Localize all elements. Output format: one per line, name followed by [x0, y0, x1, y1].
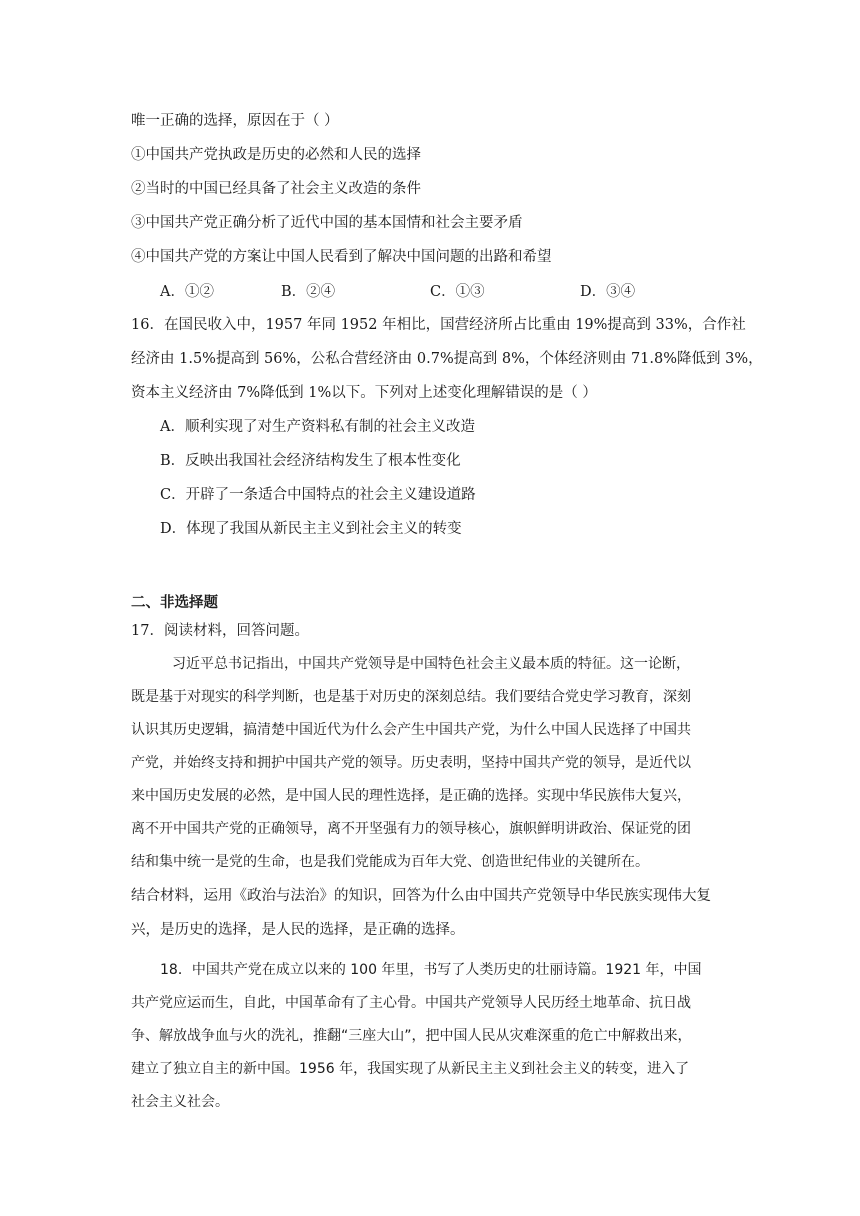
q16-option-d: D．体现了我国从新民主主义到社会主义的转变	[160, 521, 462, 537]
q17-intro: 17．阅读材料，回答问题。	[131, 623, 309, 639]
q16-stem-line-1: 16．在国民收入中，1957 年同 1952 年相比，国营经济所占比重由 19%提高到 33%，合作社	[131, 317, 746, 333]
q16-stem-line-2: 经济由 1.5%提高到 56%，公私合营经济由 0.7%提高到 8%，个体经济则由 71.8%降低到 3%，	[131, 351, 763, 367]
q17-material-line-7: 结和集中统一是党的生命，也是我们党能成为百年大党、创造世纪伟业的关键所在。	[131, 854, 649, 870]
q15-item-2: ②当时的中国已经具备了社会主义改造的条件	[131, 181, 421, 197]
q16-option-c: C．开辟了一条适合中国特点的社会主义建设道路	[160, 487, 476, 503]
q17-material-line-4: 产党，并始终支持和拥护中国共产党的领导。历史表明，坚持中国共产党的领导，是近代以	[131, 755, 691, 771]
q18-line-4: 建立了独立自主的新中国。1956 年，我国实现了从新民主主义到社会主义的转变，进入了	[131, 1061, 690, 1077]
q17-material-line-2: 既是基于对现实的科学判断，也是基于对历史的深刻总结。我们要结合党史学习教育，深刻	[131, 689, 691, 705]
section-heading: 二、非选择题	[131, 595, 218, 611]
q15-item-1: ①中国共产党执政是历史的必然和人民的选择	[131, 147, 421, 163]
q18-line-1: 18．中国共产党在成立以来的 100 年里，书写了人类历史的壮丽诗篇。1921 年，中国	[160, 962, 702, 978]
q15-option-a: A．①②	[160, 284, 214, 300]
q16-option-a: A．顺利实现了对生产资料私有制的社会主义改造	[160, 419, 475, 435]
q15-item-4: ④中国共产党的方案让中国人民看到了解决中国问题的出路和希望	[131, 249, 552, 265]
q17-material-line-5: 来中国历史发展的必然，是中国人民的理性选择，是正确的选择。实现中华民族伟大复兴，	[131, 788, 691, 804]
q17-material-line-6: 离不开中国共产党的正确领导，离不开坚强有力的领导核心，旗帜鲜明讲政治、保证党的团	[131, 821, 691, 837]
q17-question-line-2: 兴，是历史的选择，是人民的选择，是正确的选择。	[131, 922, 465, 938]
q17-material-line-3: 认识其历史逻辑，搞清楚中国近代为什么会产生中国共产党，为什么中国人民选择了中国共	[131, 722, 691, 738]
q15-option-c: C．①③	[430, 284, 485, 300]
q15-item-3: ③中国共产党正确分析了近代中国的基本国情和社会主要矛盾	[131, 215, 523, 231]
q18-line-5: 社会主义社会。	[131, 1094, 229, 1110]
q15-stem-tail: 唯一正确的选择，原因在于（ ）	[131, 113, 339, 129]
q15-option-d: D．③④	[580, 284, 636, 300]
q15-option-b: B．②④	[281, 284, 336, 300]
q16-stem-line-3: 资本主义经济由 7%降低到 1%以下。下列对上述变化理解错误的是（ ）	[131, 385, 597, 401]
q16-option-b: B．反映出我国社会经济结构发生了根本性变化	[160, 453, 461, 469]
q17-question-line-1: 结合材料，运用《政治与法治》的知识，回答为什么由中国共产党领导中华民族实现伟大复	[131, 888, 711, 904]
q18-line-3: 争、解放战争血与火的洗礼，推翻“三座大山”，把中国人民从灾难深重的危亡中解救出来，	[131, 1028, 692, 1044]
q17-material-line-1: 习近平总书记指出，中国共产党领导是中国特色社会主义最本质的特征。这一论断，	[172, 656, 690, 672]
q18-line-2: 共产党应运而生，自此，中国革命有了主心骨。中国共产党领导人民历经土地革命、抗日战	[131, 995, 691, 1011]
